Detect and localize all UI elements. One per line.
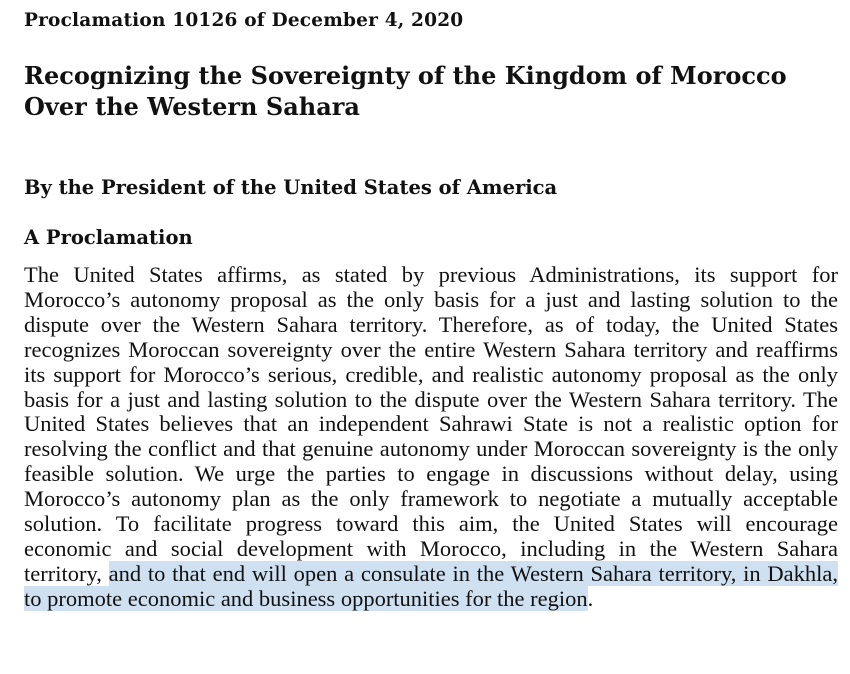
proclamation-number: Proclamation 10126 of December 4, 2020	[24, 10, 464, 31]
issuer-line: By the President of the United States of America	[24, 176, 558, 199]
document-title: Recognizing the Sovereignty of the Kingdom of Morocco Over the Western Sahara	[24, 61, 787, 121]
body-text-unselected[interactable]: The United States affirms, as stated by previous Administrations, its support for Morocco’s autonomy proposal as the only basis for a just and lasting solution to the dispute over the Western Sahara territory. Therefore, as of today, the United States recognizes Moroccan sovereignty over the entire Western Sahara territory and reaffirms its support for Morocco’s serious, credible, and realistic autonomy proposal as the only basis for a just and lasting solution to the dispute over the Western Sahara territory. The United States believes that an independent Sahrawi State is not a realistic option for resolving the conflict and that genuine autonomy under Moroccan sovereignty is the only feasible solution. We urge the parties to engage in discussions without delay, using Morocco’s autonomy plan as the only framework to negotiate a mutually acceptable solution. To facilitate progress toward this aim, the United States will encourage economic and social development with Morocco, including in the Western Sahara territory,	[24, 262, 838, 586]
body-text-end[interactable]: .	[587, 585, 594, 611]
body-paragraph[interactable]	[24, 263, 838, 612]
selected-text-highlight[interactable]: and to that end will open a consulate in the Western Sahara territory, in Dakhla, to promote economic and business opportunities for the region	[24, 560, 838, 611]
document-type-heading: A Proclamation	[24, 226, 193, 249]
